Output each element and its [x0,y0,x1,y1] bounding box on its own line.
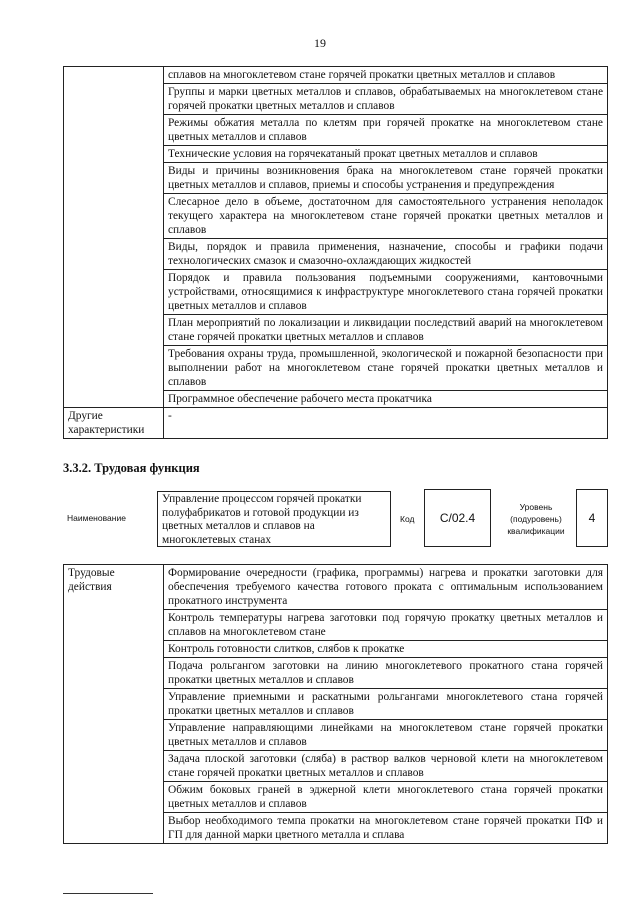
knowledge-label-cell [64,67,164,408]
labor-action-item: Контроль температуры нагрева заготовки под горячую прокатку цветных металлов и сплавов на многоклетевом стане [164,610,608,641]
page-number: 19 [314,36,326,50]
labor-action-item: Контроль готовности слитков, слябов к прокатке [164,641,608,658]
section-title: 3.3.2. Трудовая функция [63,461,200,475]
knowledge-item: Группы и марки цветных металлов и сплавов, обрабатываемых на многоклетевом стане горячей прокатки цветных металлов и сплавов [164,84,608,115]
function-header [63,489,608,551]
table-row [64,408,608,439]
labor-action-item: Обжим боковых граней в эджерной клети многоклетевого стана горячей прокатки цветных металлов и сплавов [164,782,608,813]
other-characteristics-label: Другие характеристики [64,408,164,439]
knowledge-item: сплавов на многоклетевом стане горячей прокатки цветных металлов и сплавов [164,67,608,84]
labor-actions-label: Трудовые действия [64,565,164,844]
labor-action-item: Управление направляющими линейками на многоклетевом стане горячей прокатки цветных металлов и сплавов [164,720,608,751]
knowledge-item: Виды, порядок и правила применения, назначение, способы и графики подачи технологических смазок и смазочно-охлаждающих жидкостей [164,239,608,270]
table-row [64,67,608,84]
code-box: C/02.4 [424,489,491,547]
knowledge-item: Технические условия на горячекатаный прокат цветных металлов и сплавов [164,146,608,163]
knowledge-item: Порядок и правила пользования подъемными сооружениями, кантовочными устройствами, относящимися к инфраструктуре многоклетевого стана горячей прокатки цветных металлов и сплавов [164,270,608,315]
knowledge-item: Режимы обжатия металла по клетям при горячей прокатке на многоклетевом стане цветных металлов и сплавов [164,115,608,146]
labor-action-item: Выбор необходимого темпа прокатки на многоклетевом стане горячей прокатки ПФ и ГП для данной марки цветного металла и сплава [164,813,608,844]
knowledge-item: Программное обеспечение рабочего места прокатчика [164,391,608,408]
footnote-divider [63,893,153,894]
labor-action-item: Подача рольгангом заготовки на линию многоклетевого прокатного стана горячей прокатки цветных металлов и сплавов [164,658,608,689]
qualification-level-box: 4 [576,489,608,547]
function-name-box: Управление процессом горячей прокатки полуфабрикатов и готовой продукции из цветных металлов и сплавов на многоклетевых станах [157,491,391,547]
table-row [64,565,608,610]
labor-actions-table [63,564,608,844]
knowledge-item: План мероприятий по локализации и ликвидации последствий аварий на многоклетевом стане горячей прокатки цветных металлов и сплавов [164,315,608,346]
knowledge-item: Слесарное дело в объеме, достаточном для самостоятельного устранения неполадок текущего характера на многоклетевом стане горячей прокатки цветных металлов и сплавов [164,194,608,239]
code-label: Код [400,514,415,524]
knowledge-item: Виды и причины возникновения брака на многоклетевом стане горячей прокатки цветных металлов и сплавов, приемы и способы устранения и предупреждения [164,163,608,194]
labor-action-item: Управление приемными и раскатными рольгангами многоклетевого стана горячей прокатки цветных металлов и сплавов [164,689,608,720]
knowledge-table [63,66,608,439]
labor-action-item: Задача плоской заготовки (сляба) в раствор валков черновой клети на многоклетевом стане горячей прокатки цветных металлов и сплавов [164,751,608,782]
labor-action-item: Формирование очередности (графика, программы) нагрева и прокатки заготовки для обеспечения требуемого качества готового проката с оптимальным использованием прокатного инструмента [164,565,608,610]
knowledge-item: Требования охраны труда, промышленной, экологической и пожарной безопасности при выполнении работ на многоклетевом стане горячей прокатки цветных металлов и сплавов [164,346,608,391]
qualification-level-label: Уровень (подуровень) квалификации [507,502,565,536]
other-characteristics-value: - [164,408,608,439]
name-label: Наименование [67,513,126,523]
